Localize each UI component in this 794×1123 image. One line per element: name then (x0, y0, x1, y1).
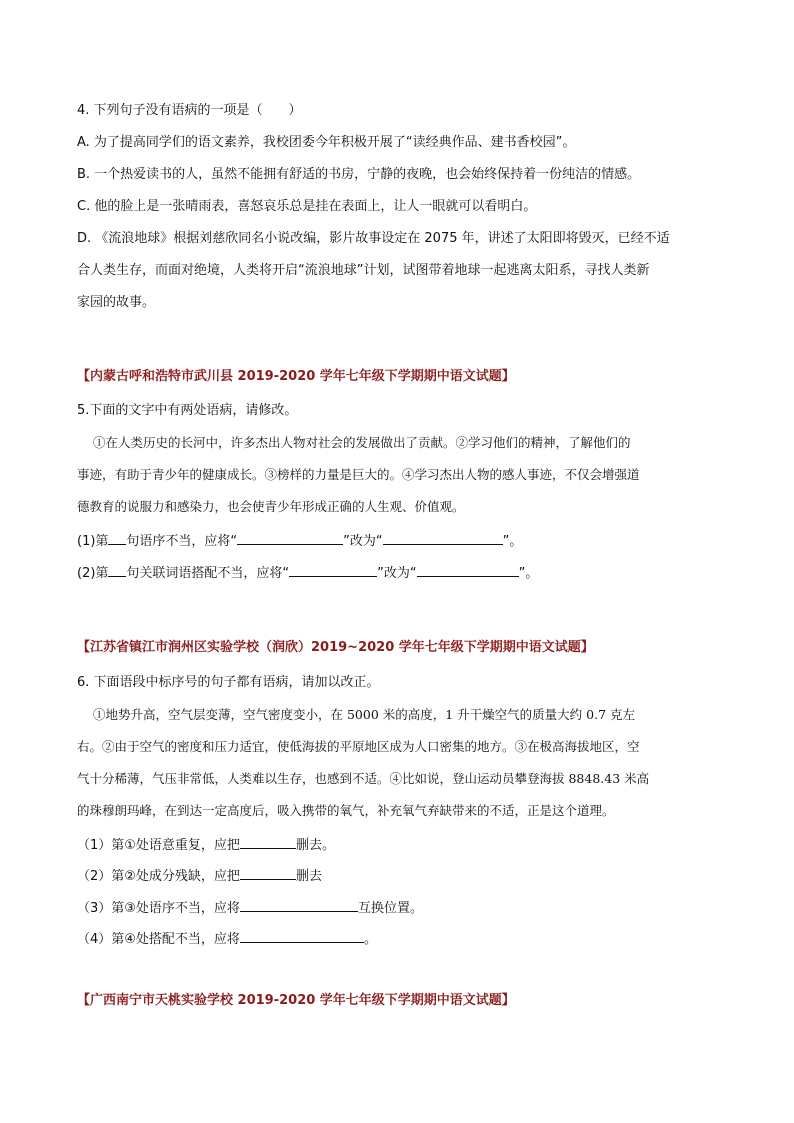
answer-blank[interactable] (240, 898, 358, 912)
answer-blank[interactable] (240, 835, 296, 849)
q4-option-d-line1: D. 《流浪地球》根据刘慈欣同名小说改编，影片故事设定在 2075 年，讲述了太阳即将毁灭，已经不适 (77, 231, 670, 246)
answer-blank[interactable] (240, 866, 296, 880)
answer-blank[interactable] (383, 531, 503, 545)
q6-subquestion-2: （2）第②处成分残缺，应把 删去 (77, 866, 322, 885)
q6-passage-line1: ①地势升高，空气层变薄，空气密度变小，在 5000 米的高度，1 升干燥空气的质量大约 0.7 克左 (93, 707, 636, 722)
q6-subquestion-3: （3）第③处语序不当，应将 互换位置。 (77, 898, 423, 917)
q5-passage-line2: 事迹，有助于青少年的健康成长。③榜样的力量是巨大的。④学习杰出人物的感人事迹，不仅会增强道 (77, 467, 640, 482)
q5-passage-line1: ①在人类历史的长河中，许多杰出人物对社会的发展做出了贡献。②学习他们的精神，了解他们的 (93, 435, 631, 450)
q6-subquestion-4: （4）第④处搭配不当，应将 。 (77, 929, 377, 948)
answer-blank[interactable] (108, 563, 126, 577)
q6-passage-line2: 右。②由于空气的密度和压力适宜，使低海拔的平原地区成为人口密集的地方。③在极高海拔地区，空 (77, 739, 640, 754)
q5-subquestion-1: (1)第 句语序不当，应将“ ”改为“ ”。 (77, 531, 522, 550)
q6-title: 6. 下面语段中标序号的句子都有语病，请加以改正。 (77, 675, 380, 690)
answer-blank[interactable] (237, 531, 343, 545)
q4-option-b: B. 一个热爱读书的人，虽然不能拥有舒适的书房，宁静的夜晚，也会始终保持着一份纯洁的情感。 (77, 167, 641, 182)
q4-option-c: C. 他的脸上是一张晴雨表，喜怒哀乐总是挂在表面上，让人一眼就可以看明白。 (77, 199, 537, 214)
q5-passage-line3: 德教育的说服力和感染力，也会使青少年形成正确的人生观、价值观。 (77, 499, 465, 514)
q6-source-heading: 【江苏省镇江市润州区实验学校（润欣）2019~2020 学年七年级下学期期中语文试题】 (77, 640, 594, 655)
q6-passage-line3: 气十分稀薄，气压非常低，人类难以生存，也感到不适。④比如说，登山运动员攀登海拔 8848.43 米高 (77, 771, 650, 786)
q4-option-d-line2: 合人类生存，而面对绝境，人类将开启“流浪地球”计划，试图带着地球一起逃离太阳系，寻找人类新 (77, 263, 650, 278)
q6-subquestion-1: （1）第①处语意重复，应把 删去。 (77, 835, 335, 854)
q4-title: 4. 下列句子没有语病的一项是（ ） (77, 103, 302, 118)
q5-source-heading: 【内蒙古呼和浩特市武川县 2019-2020 学年七年级下学期期中语文试题】 (77, 369, 515, 384)
q7-source-heading: 【广西南宁市天桃实验学校 2019-2020 学年七年级下学期期中语文试题】 (77, 993, 515, 1008)
q4-option-a: A. 为了提高同学们的语文素养，我校团委今年积极开展了“读经典作品、建书香校园”。 (77, 135, 576, 150)
q6-passage-line4: 的珠穆朗玛峰，在到达一定高度后，吸入携带的氧气，补充氧气弃缺带来的不适，正是这个道理。 (77, 803, 615, 818)
answer-blank[interactable] (108, 531, 126, 545)
q5-subquestion-2: (2)第 句关联词语搭配不当，应将“ ”改为“ ”。 (77, 563, 538, 582)
q5-title: 5.下面的文字中有两处语病，请修改。 (77, 403, 298, 418)
answer-blank[interactable] (240, 929, 364, 943)
answer-blank[interactable] (417, 563, 519, 577)
q4-option-d-line3: 家园的故事。 (77, 295, 156, 310)
answer-blank[interactable] (289, 563, 377, 577)
